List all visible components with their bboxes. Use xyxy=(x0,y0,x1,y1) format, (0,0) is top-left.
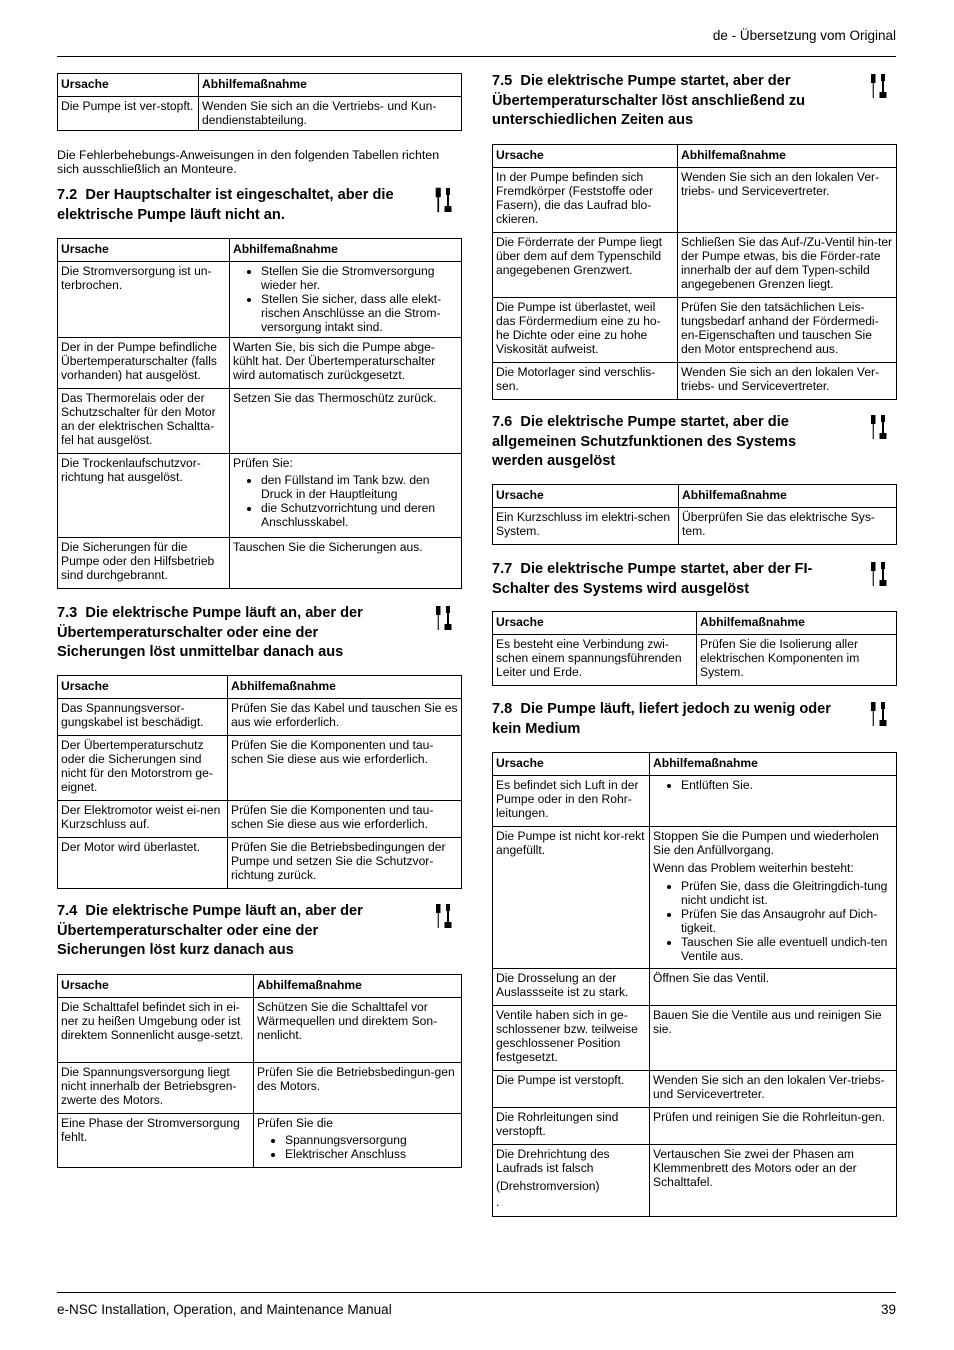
cause-cell: Die Förderrate der Pumpe liegt über dem auf dem Typenschild angegebenen Grenzwert. xyxy=(493,233,678,298)
bullet-item: • Prüfen Sie, dass die Gleitringdich-tung nicht undicht ist. xyxy=(681,879,893,907)
table-7-6 xyxy=(492,484,897,545)
section-heading-7-2: 7.2 Der Hauptschalter ist eingeschaltet, aber die elektrische Pumpe läuft nicht an. xyxy=(57,186,462,225)
cause-cell: Ventile haben sich in ge-schlossener bzw. teilweise geschlossener Position festgesetzt. xyxy=(493,1006,650,1071)
cause-cell: In der Pumpe befinden sich Fremdkörper (Feststoffe oder Fasern), die das Laufrad blo-ckieren. xyxy=(493,168,678,233)
cause-cell: Die Pumpe ist verstopft. xyxy=(493,1071,650,1108)
cause-cell: Der Elektromotor weist ei-nen Kurzschluss auf. xyxy=(58,801,228,838)
table-row xyxy=(58,97,462,131)
bullet-item: • Stellen Sie die Stromversorgung wieder her. xyxy=(261,264,458,292)
remedy-lead: Prüfen Sie die xyxy=(257,1116,333,1130)
bullet-item: • Entlüften Sie. xyxy=(681,778,893,792)
col-header-cause: Ursache xyxy=(58,74,199,97)
col-header-remedy: Abhilfemaßnahme xyxy=(679,485,897,508)
table-row xyxy=(493,298,897,363)
table-7-2 xyxy=(57,238,462,589)
col-header-cause: Ursache xyxy=(493,145,678,168)
cause-cell: Es besteht eine Verbindung zwi-schen einem spannungsführenden Leiter und Erde. xyxy=(493,635,697,686)
section-heading-7-7: 7.7 Die elektrische Pumpe startet, aber der FI-Schalter des Systems wird ausgelöst xyxy=(492,560,897,599)
remedy-cell: Schützen Sie die Schalttafel vor Wärmequellen und direktem Son-nenlicht. xyxy=(254,998,462,1063)
col-header-cause: Ursache xyxy=(493,612,697,635)
table-row xyxy=(493,1108,897,1145)
table-row xyxy=(58,538,462,589)
table-row xyxy=(493,827,897,969)
cause-cell: Die Trockenlaufschutzvor-richtung hat ausgelöst. xyxy=(58,454,230,538)
section-heading-7-4: 7.4 Die elektrische Pumpe läuft an, aber der Übertemperaturschalter oder eine der Sicherungen löst kurz danach aus xyxy=(57,902,462,961)
header-rule xyxy=(57,56,896,57)
table-row xyxy=(58,454,462,538)
cause-cell: Die Pumpe ist ver-stopft. xyxy=(58,97,199,131)
cause-dot: . xyxy=(496,1195,500,1209)
remedy-cell: Überprüfen Sie das elektrische Sys-tem. xyxy=(679,508,897,545)
table-row xyxy=(58,262,462,338)
remedy-cell: Prüfen Sie den tatsächlichen Leis-tungsbedarf anhand der Fördermedi-en-Eigenschaften und tauschen Sie den Motor entsprechend aus. xyxy=(678,298,897,363)
remedy-cell: Prüfen Sie die Komponenten und tau-schen Sie diese aus wie erforderlich. xyxy=(228,801,462,838)
table-7-5 xyxy=(492,144,897,400)
cause-note: (Drehstromversion) xyxy=(496,1179,600,1193)
col-header-remedy: Abhilfemaßnahme xyxy=(199,74,462,97)
cause-cell: Der Übertemperaturschutz oder die Sicherungen sind nicht für den Motorstrom ge-eignet. xyxy=(58,736,228,801)
table-row xyxy=(58,389,462,454)
col-header-remedy: Abhilfemaßnahme xyxy=(254,975,462,998)
table-row xyxy=(58,338,462,389)
cause-cell: Die Rohrleitungen sind verstopft. xyxy=(493,1108,650,1145)
footer-manual-title: e-NSC Installation, Operation, and Maintenance Manual xyxy=(57,1302,392,1317)
remedy-cell: Wenden Sie sich an den lokalen Ver-triebs- und Servicevertreter. xyxy=(678,168,897,233)
col-header-remedy: Abhilfemaßnahme xyxy=(650,753,897,776)
remedy-cell: Bauen Sie die Ventile aus und reinigen Sie sie. xyxy=(650,1006,897,1071)
table-7-4 xyxy=(57,974,462,1168)
intro-text: Die Fehlerbehebungs-Anweisungen in den folgenden Tabellen richten sich ausschließlich an Monteure. xyxy=(57,148,440,176)
remedy-cell: Prüfen und reinigen Sie die Rohrleitun-gen. xyxy=(650,1108,897,1145)
remedy-cell: Prüfen Sie die Komponenten und tau-schen Sie diese aus wie erforderlich. xyxy=(228,736,462,801)
remedy-cell xyxy=(230,262,462,338)
tools-icon xyxy=(869,72,891,100)
tools-icon xyxy=(869,413,891,441)
remedy-lead-2: Wenn das Problem weiterhin besteht: xyxy=(653,861,854,875)
cause-cell: Der Motor wird überlastet. xyxy=(58,838,228,889)
cause-cell: Eine Phase der Stromversorgung fehlt. xyxy=(58,1114,254,1168)
col-header-remedy: Abhilfemaßnahme xyxy=(678,145,897,168)
table-row xyxy=(58,699,462,736)
remedy-cell: Schließen Sie das Auf-/Zu-Ventil hin-ter der Pumpe etwas, bis die Förder-rate innerhalb der auf dem Typen-schild angegebenen Grenzen liegt. xyxy=(678,233,897,298)
table-row xyxy=(493,635,897,686)
table-row xyxy=(493,1071,897,1108)
table-row xyxy=(58,736,462,801)
table-row xyxy=(493,969,897,1006)
cause-text: Die Drehrichtung des Laufrads ist falsch xyxy=(496,1147,610,1175)
table-row xyxy=(493,1006,897,1071)
remedy-cell xyxy=(230,454,462,538)
remedy-lead: Prüfen Sie: xyxy=(233,456,293,470)
cause-cell: Die Spannungsversorgung liegt nicht innerhalb der Betriebsgren-zwerte des Motors. xyxy=(58,1063,254,1114)
tools-icon xyxy=(434,902,456,930)
table-7-8 xyxy=(492,752,897,1217)
header-translation: de - Übersetzung vom Original xyxy=(712,28,896,43)
cause-cell: Die Motorlager sind verschlis-sen. xyxy=(493,363,678,400)
tools-icon xyxy=(434,186,456,214)
remedy-cell: Warten Sie, bis sich die Pumpe abge-kühlt hat. Der Übertemperaturschalter wird automatisch zurückgesetzt. xyxy=(230,338,462,389)
cause-cell xyxy=(493,1145,650,1217)
col-header-cause: Ursache xyxy=(58,975,254,998)
remedy-cell: Öffnen Sie das Ventil. xyxy=(650,969,897,1006)
table-7-7 xyxy=(492,611,897,686)
remedy-cell xyxy=(650,827,897,969)
cause-cell: Die Pumpe ist überlastet, weil das Fördermedium eine zu ho-he Dichte oder eine zu hohe Viskosität aufweist. xyxy=(493,298,678,363)
col-header-remedy: Abhilfemaßnahme xyxy=(228,676,462,699)
remedy-cell: Prüfen Sie die Betriebsbedingungen der Pumpe und setzen Sie die Schutzvor-richtung zurück. xyxy=(228,838,462,889)
table-row xyxy=(58,838,462,889)
cause-cell: Die Sicherungen für die Pumpe oder den Hilfsbetrieb sind durchgebrannt. xyxy=(58,538,230,589)
table-row xyxy=(493,1145,897,1217)
bullet-item: • die Schutzvorrichtung und deren Anschlusskabel. xyxy=(261,501,458,529)
bullet-item: • Prüfen Sie das Ansaugrohr auf Dich-tigkeit. xyxy=(681,907,893,935)
table-row xyxy=(493,508,897,545)
footer-rule xyxy=(57,1292,896,1293)
tools-icon xyxy=(869,700,891,728)
bullet-item: • den Füllstand im Tank bzw. den Druck in der Hauptleitung xyxy=(261,473,458,501)
remedy-cell xyxy=(254,1114,462,1168)
bullet-item: • Tauschen Sie alle eventuell undich-ten Ventile aus. xyxy=(681,935,893,963)
cause-cell: Die Stromversorgung ist un-terbrochen. xyxy=(58,262,230,338)
table-row xyxy=(58,801,462,838)
remedy-cell: Prüfen Sie das Kabel und tauschen Sie es aus wie erforderlich. xyxy=(228,699,462,736)
bullet-item: • Elektrischer Anschluss xyxy=(285,1147,458,1161)
remedy-cell: Prüfen Sie die Betriebsbedingun-gen des Motors. xyxy=(254,1063,462,1114)
section-heading-7-3: 7.3 Die elektrische Pumpe läuft an, aber der Übertemperaturschalter oder eine der Sicherungen löst unmittelbar danach aus xyxy=(57,604,462,663)
remedy-cell xyxy=(650,776,897,827)
table-row xyxy=(493,168,897,233)
col-header-remedy: Abhilfemaßnahme xyxy=(697,612,897,635)
section-heading-7-5: 7.5 Die elektrische Pumpe startet, aber der Übertemperaturschalter löst anschließend zu unterschiedlichen Zeiten aus xyxy=(492,72,897,131)
cause-cell: Die Drosselung an der Auslassseite ist zu stark. xyxy=(493,969,650,1006)
tools-icon xyxy=(869,560,891,588)
remedy-cell: Wenden Sie sich an den lokalen Ver-triebs- und Servicevertreter. xyxy=(650,1071,897,1108)
table-row xyxy=(493,363,897,400)
table-7-3 xyxy=(57,675,462,889)
remedy-cell: Vertauschen Sie zwei der Phasen am Klemmenbrett des Motors oder an der Schalttafel. xyxy=(650,1145,897,1217)
cause-cell: Das Spannungsversor-gungskabel ist beschädigt. xyxy=(58,699,228,736)
table-row xyxy=(58,998,462,1063)
section-heading-7-8: 7.8 Die Pumpe läuft, liefert jedoch zu wenig oder kein Medium xyxy=(492,700,897,739)
remedy-cell: Setzen Sie das Thermoschütz zurück. xyxy=(230,389,462,454)
cause-cell: Der in der Pumpe befindliche Übertemperaturschalter (falls vorhanden) hat ausgelöst. xyxy=(58,338,230,389)
col-header-cause: Ursache xyxy=(493,753,650,776)
cause-cell: Die Schalttafel befindet sich in ei-ner zu heißen Umgebung oder ist direktem Sonnenlicht ausge-setzt. xyxy=(58,998,254,1063)
table-row xyxy=(493,233,897,298)
col-header-cause: Ursache xyxy=(58,676,228,699)
tools-icon xyxy=(434,604,456,632)
section-heading-7-6: 7.6 Die elektrische Pumpe startet, aber die allgemeinen Schutzfunktionen des Systems werden ausgelöst xyxy=(492,413,897,472)
table-top xyxy=(57,73,462,131)
col-header-remedy: Abhilfemaßnahme xyxy=(230,239,462,262)
cause-cell: Das Thermorelais oder der Schutzschalter für den Motor an der elektrischen Schaltta-fel hat ausgelöst. xyxy=(58,389,230,454)
cause-cell: Es befindet sich Luft in der Pumpe oder in den Rohr-leitungen. xyxy=(493,776,650,827)
page-number: 39 xyxy=(880,1302,896,1317)
table-row xyxy=(58,1114,462,1168)
cause-cell: Ein Kurzschluss im elektri-schen System. xyxy=(493,508,679,545)
table-row xyxy=(493,776,897,827)
bullet-item: • Stellen Sie sicher, dass alle elekt-rischen Anschlüsse an die Strom-versorgung intakt sind. xyxy=(261,292,458,334)
remedy-cell: Wenden Sie sich an die Vertriebs- und Kun-dendienstabteilung. xyxy=(199,97,462,131)
footer xyxy=(57,1302,896,1317)
cause-cell: Die Pumpe ist nicht kor-rekt angefüllt. xyxy=(493,827,650,969)
bullet-item: • Spannungsversorgung xyxy=(285,1133,458,1147)
remedy-lead: Stoppen Sie die Pumpen und wiederholen Sie den Anfüllvorgang. xyxy=(653,829,879,857)
table-row xyxy=(58,1063,462,1114)
remedy-cell: Tauschen Sie die Sicherungen aus. xyxy=(230,538,462,589)
remedy-cell: Prüfen Sie die Isolierung aller elektrischen Komponenten im System. xyxy=(697,635,897,686)
col-header-cause: Ursache xyxy=(58,239,230,262)
remedy-cell: Wenden Sie sich an den lokalen Ver-triebs- und Servicevertreter. xyxy=(678,363,897,400)
col-header-cause: Ursache xyxy=(493,485,679,508)
